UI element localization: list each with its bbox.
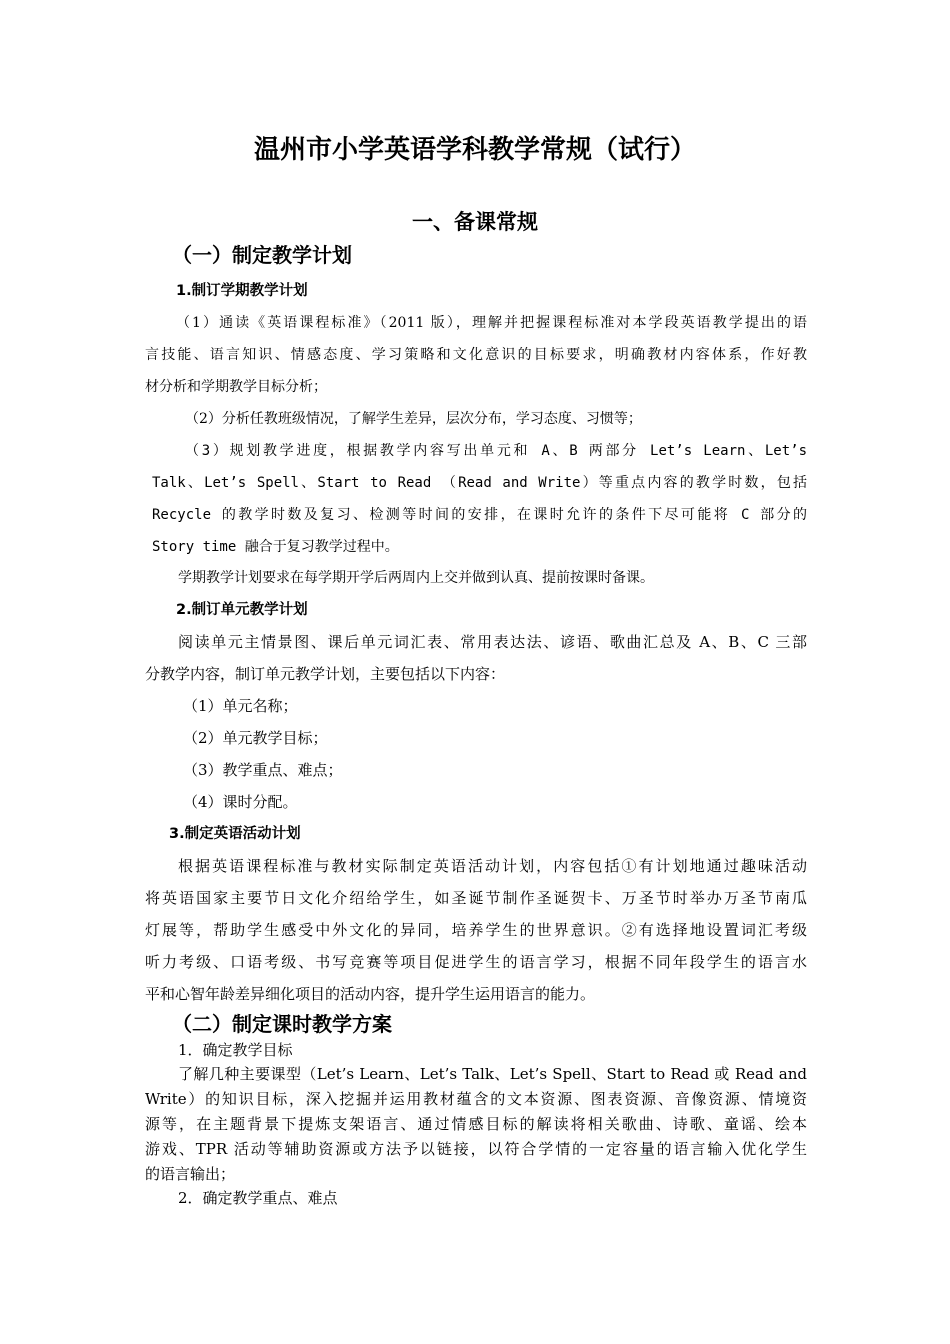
- subsection-heading-plan: （一）制定教学计划: [172, 243, 352, 267]
- item-heading-activity-plan: 3.制定英语活动计划: [169, 826, 301, 842]
- item-heading-key-points: 2．确定教学重点、难点: [178, 1189, 338, 1207]
- paragraph-line: 分教学内容，制订单元教学计划，主要包括以下内容：: [145, 665, 506, 683]
- list-item: （3）教学重点、难点；: [183, 761, 343, 779]
- paragraph-line: 游戏、TPR 活动等辅助资源或方法予以链接，以符合学情的一定容量的语言输入优化学生: [145, 1140, 807, 1158]
- paragraph-line: （1）通读《英语课程标准》（2011 版），理解并把握课程标准对本学段英语教学提出的语: [176, 315, 807, 331]
- list-item: （2）单元教学目标；: [183, 729, 328, 747]
- paragraph-line: 的语言输出；: [145, 1165, 236, 1183]
- paragraph-line: （3）规划教学进度，根据教学内容写出单元和 A、B 两部分 Let’s Learn、Let’s: [185, 443, 807, 459]
- item-heading-semester-plan: 1.制订学期教学计划: [176, 283, 308, 299]
- paragraph-line: 阅读单元主情景图、课后单元词汇表、常用表达法、谚语、歌曲汇总及 A、B、C 三部: [178, 633, 807, 651]
- paragraph-line: Story time 融合于复习教学过程中。: [152, 539, 399, 555]
- paragraph-line: Recycle 的教学时数及复习、检测等时间的安排，在课时允许的条件下尽可能将 C 部分的: [152, 507, 807, 523]
- paragraph-line: 材分析和学期教学目标分析；: [145, 379, 327, 395]
- item-heading-unit-plan: 2.制订单元教学计划: [176, 602, 308, 618]
- paragraph-line: 了解几种主要课型（Let’s Learn、Let’s Talk、Let’s Spell、Start to Read 或 Read and: [178, 1065, 807, 1083]
- paragraph-line: Talk、Let’s Spell、Start to Read （Read and Write）等重点内容的教学时数，包括: [152, 475, 807, 491]
- paragraph-line: 平和心智年龄差异细化项目的活动内容，提升学生运用语言的能力。: [145, 985, 596, 1003]
- paragraph-line: 学期教学计划要求在每学期开学后两周内上交并做到认真、提前按课时备课。: [178, 570, 654, 586]
- paragraph-line: （2）分析任教班级情况，了解学生差异，层次分布，学习态度、习惯等；: [185, 411, 642, 427]
- paragraph-line: 灯展等，帮助学生感受中外文化的异同，培养学生的世界意识。②有选择地设置词汇考级: [145, 921, 807, 939]
- paragraph-line: 根据英语课程标准与教材实际制定英语活动计划，内容包括①有计划地通过趣味活动: [178, 857, 807, 875]
- document-title: 温州市小学英语学科教学常规（试行）: [253, 135, 696, 165]
- paragraph-line: 源等，在主题背景下提炼支架语言、通过情感目标的解读将相关歌曲、诗歌、童谣、绘本: [145, 1115, 807, 1133]
- item-heading-objectives: 1．确定教学目标: [178, 1041, 293, 1059]
- paragraph-line: 言技能、语言知识、情感态度、学习策略和文化意识的目标要求，明确教材内容体系，作好教: [145, 347, 807, 363]
- paragraph-line: Write）的知识目标，深入挖掘并运用教材蕴含的文本资源、图表资源、音像资源、情境资: [145, 1090, 807, 1108]
- paragraph-line: 听力考级、口语考级、书写竞赛等项目促进学生的语言学习，根据不同年段学生的语言水: [145, 953, 807, 971]
- section-heading-preparation: 一、备课常规: [412, 210, 538, 234]
- paragraph-line: 将英语国家主要节日文化介绍给学生，如圣诞节制作圣诞贺卡、万圣节时举办万圣节南瓜: [145, 889, 807, 907]
- list-item: （1）单元名称；: [183, 697, 298, 715]
- list-item: （4）课时分配。: [183, 793, 298, 811]
- subsection-heading-lesson-plan: （二）制定课时教学方案: [172, 1012, 392, 1036]
